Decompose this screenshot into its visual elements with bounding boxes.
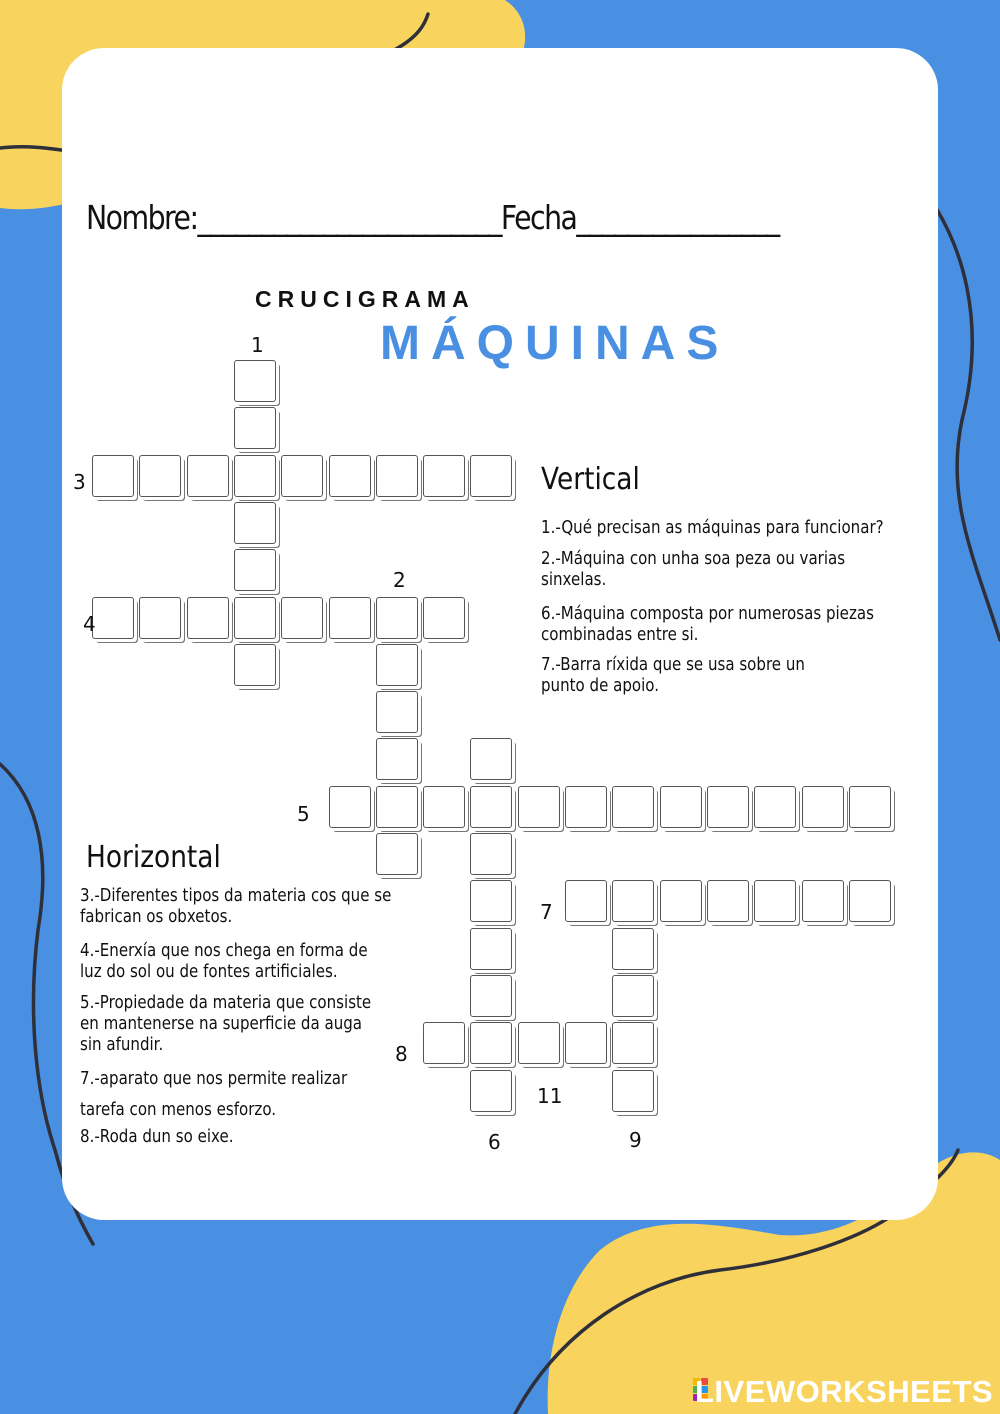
crossword-cell[interactable] xyxy=(849,786,891,828)
crossword-cell[interactable] xyxy=(329,455,371,497)
crossword-cell[interactable] xyxy=(234,360,276,402)
crossword-cell-input[interactable] xyxy=(424,456,464,496)
crossword-cell-input[interactable] xyxy=(235,503,275,543)
crossword-cell-input[interactable] xyxy=(708,881,748,921)
grid-number-2: 2 xyxy=(393,568,406,592)
crossword-cell-input[interactable] xyxy=(377,834,417,874)
clue-line: 3.-Diferentes tipos da materia cos que se xyxy=(80,886,392,906)
crossword-cell[interactable] xyxy=(376,738,418,780)
crossword-cell-input[interactable] xyxy=(850,787,890,827)
crossword-cell-input[interactable] xyxy=(424,787,464,827)
crossword-cell[interactable] xyxy=(139,597,181,639)
grid-number-9: 9 xyxy=(629,1128,642,1152)
clue-line: 7.-aparato que nos permite realizar xyxy=(80,1069,348,1089)
crossword-cell-input[interactable] xyxy=(755,787,795,827)
crossword-cell-input[interactable] xyxy=(424,1023,464,1063)
crossword-cell[interactable] xyxy=(470,455,512,497)
crossword-cell[interactable] xyxy=(802,786,844,828)
grid-number-3: 3 xyxy=(73,470,86,494)
crossword-cell[interactable] xyxy=(423,597,465,639)
liveworksheets-brand: LIVEWORKSHEETS xyxy=(695,1374,994,1409)
crossword-cell[interactable] xyxy=(707,880,749,922)
crossword-cell-input[interactable] xyxy=(93,598,133,638)
crossword-cell-input[interactable] xyxy=(235,598,275,638)
crossword-cell[interactable] xyxy=(92,597,134,639)
crossword-cell[interactable] xyxy=(423,786,465,828)
clue-line: punto de apoio. xyxy=(541,676,660,696)
crossword-cell[interactable] xyxy=(612,1022,654,1064)
grid-number-4: 4 xyxy=(83,612,96,636)
crossword-cell[interactable] xyxy=(376,786,418,828)
clue-line: 8.-Roda dun so eixe. xyxy=(80,1127,234,1147)
crossword-cell[interactable] xyxy=(187,597,229,639)
crossword-cell-input[interactable] xyxy=(850,881,890,921)
clue-line: 1.-Qué precisan as máquinas para funcionar? xyxy=(541,518,884,538)
subtitle-crucigrama: CRUCIGRAMA xyxy=(255,286,475,312)
grid-number-1: 1 xyxy=(251,333,264,357)
crossword-cell-input[interactable] xyxy=(661,787,701,827)
crossword-cell-input[interactable] xyxy=(566,787,606,827)
crossword-cell-input[interactable] xyxy=(613,929,653,969)
crossword-cell-input[interactable] xyxy=(471,456,511,496)
crossword-cell-input[interactable] xyxy=(188,456,228,496)
crossword-cell[interactable] xyxy=(470,833,512,875)
crossword-cell-input[interactable] xyxy=(519,787,559,827)
clue-line: 4.-Enerxía que nos chega en forma de xyxy=(80,941,368,961)
crossword-cell[interactable] xyxy=(234,502,276,544)
grid-number-5: 5 xyxy=(297,802,310,826)
clue-line: en mantenerse na superficie da auga xyxy=(80,1014,363,1034)
crossword-cell-input[interactable] xyxy=(235,361,275,401)
crossword-cell[interactable] xyxy=(660,786,702,828)
crossword-cell[interactable] xyxy=(565,1022,607,1064)
header-line xyxy=(86,198,779,237)
clue-line: 7.-Barra ríxida que se usa sobre un xyxy=(541,655,805,675)
crossword-cell[interactable] xyxy=(612,928,654,970)
crossword-cell[interactable] xyxy=(92,455,134,497)
crossword-cell-input[interactable] xyxy=(471,976,511,1016)
crossword-cell[interactable] xyxy=(234,644,276,686)
crossword-cell[interactable] xyxy=(707,786,749,828)
crossword-cell[interactable] xyxy=(234,597,276,639)
crossword-cell-input[interactable] xyxy=(377,692,417,732)
clue-line: luz do sol ou de fontes artificiales. xyxy=(80,962,338,982)
crossword-cell[interactable] xyxy=(518,786,560,828)
clue-line: 2.-Máquina con unha soa peza ou varias xyxy=(541,549,846,569)
nombre-field[interactable]: Nombre:________________________ xyxy=(86,198,501,237)
crossword-cell-input[interactable] xyxy=(377,598,417,638)
crossword-cell-input[interactable] xyxy=(803,881,843,921)
crossword-cell-input[interactable] xyxy=(330,787,370,827)
crossword-cell-input[interactable] xyxy=(282,456,322,496)
grid-number-7: 7 xyxy=(540,900,553,924)
crossword-cell[interactable] xyxy=(423,455,465,497)
crossword-cell-input[interactable] xyxy=(613,976,653,1016)
crossword-cell-input[interactable] xyxy=(140,598,180,638)
clue-line: sin afundir. xyxy=(80,1035,164,1055)
crossword-cell[interactable] xyxy=(376,597,418,639)
clue-line: tarefa con menos esforzo. xyxy=(80,1100,277,1120)
clue-horizontal-4 xyxy=(80,941,368,983)
crossword-cell-input[interactable] xyxy=(93,456,133,496)
crossword-cell-input[interactable] xyxy=(471,834,511,874)
clue-horizontal-7-cont xyxy=(80,1100,276,1121)
crossword-cell-input[interactable] xyxy=(613,1023,653,1063)
crossword-cell-input[interactable] xyxy=(235,645,275,685)
crossword-cell-input[interactable] xyxy=(471,881,511,921)
crossword-cell-input[interactable] xyxy=(235,456,275,496)
crossword-cell[interactable] xyxy=(470,975,512,1017)
crossword-cell[interactable] xyxy=(470,928,512,970)
clue-horizontal-5 xyxy=(80,993,371,1056)
crossword-cell[interactable] xyxy=(234,549,276,591)
crossword-cell[interactable] xyxy=(281,597,323,639)
clue-line: 5.-Propiedade da materia que consiste xyxy=(80,993,372,1013)
crossword-cell-input[interactable] xyxy=(140,456,180,496)
grid-number-8: 8 xyxy=(395,1042,408,1066)
crossword-cell[interactable] xyxy=(612,1070,654,1112)
crossword-cell[interactable] xyxy=(660,880,702,922)
crossword-cell-input[interactable] xyxy=(803,787,843,827)
crossword-cell[interactable] xyxy=(849,880,891,922)
crossword-cell[interactable] xyxy=(376,833,418,875)
crossword-cell[interactable] xyxy=(612,975,654,1017)
crossword-cell-input[interactable] xyxy=(661,881,701,921)
crossword-cell-input[interactable] xyxy=(755,881,795,921)
crossword-cell-input[interactable] xyxy=(377,645,417,685)
crossword-cell[interactable] xyxy=(565,786,607,828)
crossword-cell[interactable] xyxy=(139,455,181,497)
crossword-cell-input[interactable] xyxy=(330,598,370,638)
crossword-cell-input[interactable] xyxy=(471,787,511,827)
crossword-cell[interactable] xyxy=(470,1070,512,1112)
clue-line: 6.-Máquina composta por numerosas piezas xyxy=(541,604,874,624)
clue-horizontal-3 xyxy=(80,886,391,928)
crossword-cell-input[interactable] xyxy=(330,456,370,496)
crossword-cell[interactable] xyxy=(234,455,276,497)
clue-horizontal-8 xyxy=(80,1127,234,1148)
crossword-cell-input[interactable] xyxy=(613,1071,653,1111)
clue-vertical-2 xyxy=(541,549,845,591)
crossword-cell-input[interactable] xyxy=(471,739,511,779)
crossword-cell-input[interactable] xyxy=(708,787,748,827)
clue-vertical-6 xyxy=(541,604,874,646)
crossword-cell[interactable] xyxy=(612,786,654,828)
crossword-cell[interactable] xyxy=(470,738,512,780)
crossword-cell[interactable] xyxy=(470,786,512,828)
crossword-cell-input[interactable] xyxy=(188,598,228,638)
crossword-cell-input[interactable] xyxy=(566,881,606,921)
crossword-cell-input[interactable] xyxy=(235,408,275,448)
horizontal-heading: Horizontal xyxy=(86,840,221,875)
crossword-cell[interactable] xyxy=(754,786,796,828)
crossword-cell[interactable] xyxy=(612,880,654,922)
crossword-cell[interactable] xyxy=(423,1022,465,1064)
clue-line: sinxelas. xyxy=(541,570,607,590)
crossword-cell-input[interactable] xyxy=(235,550,275,590)
clue-line: combinadas entre si. xyxy=(541,625,699,645)
crossword-cell-input[interactable] xyxy=(424,598,464,638)
crossword-cell-input[interactable] xyxy=(613,787,653,827)
crossword-cell-input[interactable] xyxy=(519,1023,559,1063)
crossword-cell-input[interactable] xyxy=(471,929,511,969)
crossword-cell-input[interactable] xyxy=(566,1023,606,1063)
crossword-cell[interactable] xyxy=(187,455,229,497)
grid-number-6: 6 xyxy=(488,1130,501,1154)
crossword-cell[interactable] xyxy=(376,691,418,733)
crossword-cell[interactable] xyxy=(281,455,323,497)
crossword-cell-input[interactable] xyxy=(377,739,417,779)
grid-number-11: 11 xyxy=(537,1084,563,1108)
crossword-cell-input[interactable] xyxy=(282,598,322,638)
crossword-cell-input[interactable] xyxy=(377,787,417,827)
crossword-cell[interactable] xyxy=(376,644,418,686)
crossword-cell[interactable] xyxy=(565,880,607,922)
crossword-cell[interactable] xyxy=(754,880,796,922)
clue-vertical-7 xyxy=(541,655,805,697)
crossword-cell[interactable] xyxy=(329,597,371,639)
page-title: MÁQUINAS xyxy=(380,317,730,370)
crossword-cell[interactable] xyxy=(234,407,276,449)
crossword-cell-input[interactable] xyxy=(471,1023,511,1063)
crossword-cell[interactable] xyxy=(470,880,512,922)
fecha-field[interactable]: Fecha________________ xyxy=(500,198,779,237)
crossword-cell[interactable] xyxy=(329,786,371,828)
crossword-cell[interactable] xyxy=(518,1022,560,1064)
clue-line: fabrican os obxetos. xyxy=(80,907,233,927)
clue-vertical-1 xyxy=(541,518,884,539)
crossword-cell-input[interactable] xyxy=(471,1071,511,1111)
crossword-cell[interactable] xyxy=(802,880,844,922)
clue-horizontal-7 xyxy=(80,1069,347,1090)
crossword-cell-input[interactable] xyxy=(377,456,417,496)
crossword-cell-input[interactable] xyxy=(613,881,653,921)
crossword-cell[interactable] xyxy=(376,455,418,497)
crossword-cell[interactable] xyxy=(470,1022,512,1064)
vertical-heading: Vertical xyxy=(541,462,640,497)
